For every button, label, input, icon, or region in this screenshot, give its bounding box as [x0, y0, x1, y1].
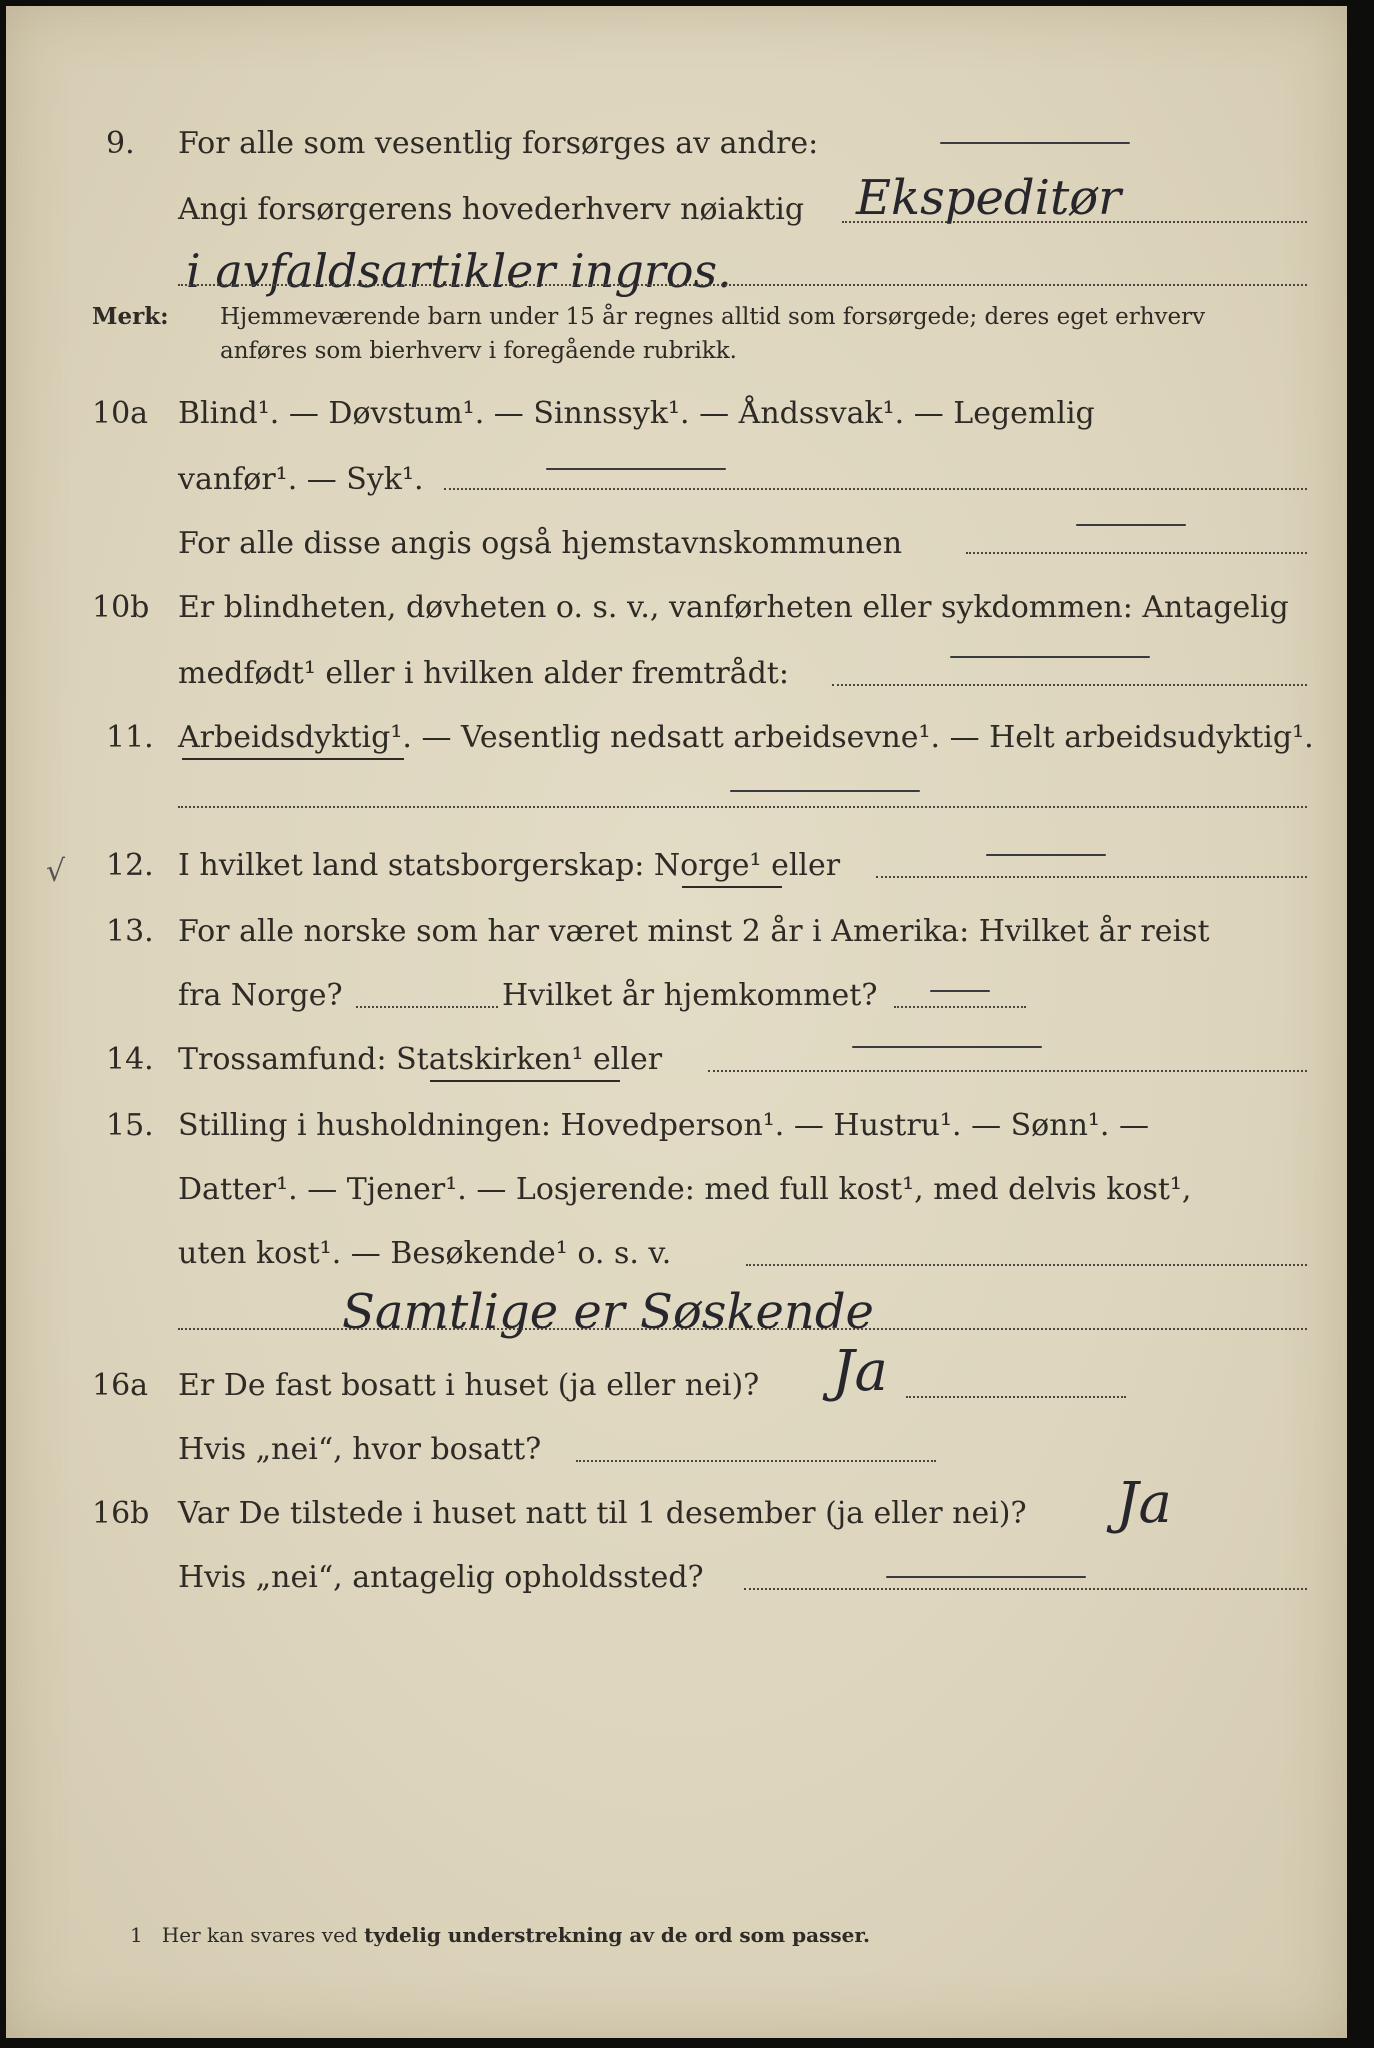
question-15-line-1: Stilling i husholdningen: Hovedperson¹. — Hustru¹. — Sønn¹. —	[178, 1108, 1149, 1143]
answer-line	[966, 552, 1307, 554]
question-13-line-3: Hvilket år hjemkommet?	[502, 978, 878, 1013]
question-13-line-2: fra Norge?	[178, 978, 343, 1013]
dash-stroke	[986, 854, 1106, 856]
footnote	[130, 1922, 870, 1948]
dash-stroke	[546, 468, 726, 470]
item-number: 16a	[92, 1368, 149, 1403]
question-10a-line-2: vanfør¹. — Syk¹.	[178, 462, 424, 497]
handwritten-occupation-2: i avfaldsartikler ingros.	[186, 244, 732, 298]
item-number: 10a	[92, 396, 149, 431]
check-mark-icon: √	[46, 854, 66, 889]
underline-mark	[430, 1080, 620, 1082]
census-form-page	[6, 6, 1347, 2038]
answer-line	[444, 488, 1307, 490]
question-16a-line-2: Hvis „nei“, hvor bosatt?	[178, 1432, 542, 1467]
question-16a-line-1: Er De fast bosatt i huset (ja eller nei)?	[178, 1368, 760, 1403]
question-9-line-2: Angi forsørgerens hovederhverv nøiaktig	[178, 192, 805, 227]
answer-line	[178, 1328, 1307, 1330]
question-13-line-1: For alle norske som har været minst 2 år i Amerika: Hvilket år reist	[178, 914, 1210, 949]
dash-stroke	[950, 656, 1150, 658]
item-number: 15.	[106, 1108, 154, 1143]
question-16b-line-2: Hvis „nei“, antagelig opholdssted?	[178, 1560, 704, 1595]
question-15-line-3: uten kost¹. — Besøkende¹ o. s. v.	[178, 1236, 672, 1271]
answer-line	[178, 284, 1307, 286]
answer-line	[576, 1460, 936, 1462]
answer-line	[876, 876, 1307, 878]
answer-line	[744, 1588, 1307, 1590]
answer-line	[356, 1006, 498, 1008]
question-10a-line-1: Blind¹. — Døvstum¹. — Sinnssyk¹. — Åndssvak¹. — Legemlig	[178, 396, 1095, 431]
footnote-emphasis: tydelig understrekning av de ord som passer.	[364, 1923, 870, 1947]
item-number: 14.	[106, 1042, 154, 1077]
handwritten-occupation-1: Ekspeditør	[856, 170, 1122, 226]
answer-line	[708, 1070, 1307, 1072]
item-number: 11.	[106, 720, 154, 755]
dash-stroke	[930, 990, 990, 992]
question-16b-line-1: Var De tilstede i huset natt til 1 desember (ja eller nei)?	[178, 1496, 1027, 1531]
dash-stroke	[1076, 524, 1186, 526]
item-number: 9.	[106, 126, 135, 161]
question-10a-line-3: For alle disse angis også hjemstavnskommunen	[178, 526, 903, 561]
dash-stroke	[940, 142, 1130, 144]
item-number: 13.	[106, 914, 154, 949]
handwritten-household-role: Samtlige er Søskende	[342, 1284, 874, 1340]
note-label: Merk:	[92, 303, 169, 330]
answer-line	[906, 1396, 1126, 1398]
answer-line	[746, 1264, 1307, 1266]
underline-mark	[682, 886, 782, 888]
note-line-2: anføres som bierhverv i foregående rubrikk.	[220, 338, 737, 364]
footnote-mark: 1	[130, 1923, 143, 1947]
dash-stroke	[852, 1046, 1042, 1048]
handwritten-answer-16b: Ja	[1116, 1471, 1172, 1536]
answer-line	[894, 1006, 1026, 1008]
question-15-line-2: Datter¹. — Tjener¹. — Losjerende: med full kost¹, med delvis kost¹,	[178, 1172, 1192, 1207]
item-number: 12.	[106, 848, 154, 883]
question-9-line-1: For alle som vesentlig forsørges av andre:	[178, 126, 819, 161]
answer-line	[832, 684, 1307, 686]
item-number: 10b	[92, 590, 150, 625]
question-11: Arbeidsdyktig¹. — Vesentlig nedsatt arbeidsevne¹. — Helt arbeidsudyktig¹.	[178, 720, 1314, 755]
answer-line	[178, 806, 1307, 808]
question-12: I hvilket land statsborgerskap: Norge¹ eller	[178, 848, 841, 883]
dash-stroke	[730, 790, 920, 792]
dash-stroke	[886, 1576, 1086, 1578]
note-line-1: Hjemmeværende barn under 15 år regnes alltid som forsørgede; deres eget erhverv	[220, 304, 1206, 330]
footnote-text: Her kan svares ved	[161, 1923, 365, 1947]
underline-mark	[182, 758, 404, 760]
question-10b-line-1: Er blindheten, døvheten o. s. v., vanførheten eller sykdommen: Antagelig	[178, 590, 1289, 625]
question-10b-line-2: medfødt¹ eller i hvilken alder fremtrådt:	[178, 656, 789, 691]
handwritten-answer-16a: Ja	[832, 1339, 888, 1404]
item-number: 16b	[92, 1496, 150, 1531]
question-14: Trossamfund: Statskirken¹ eller	[178, 1042, 663, 1077]
